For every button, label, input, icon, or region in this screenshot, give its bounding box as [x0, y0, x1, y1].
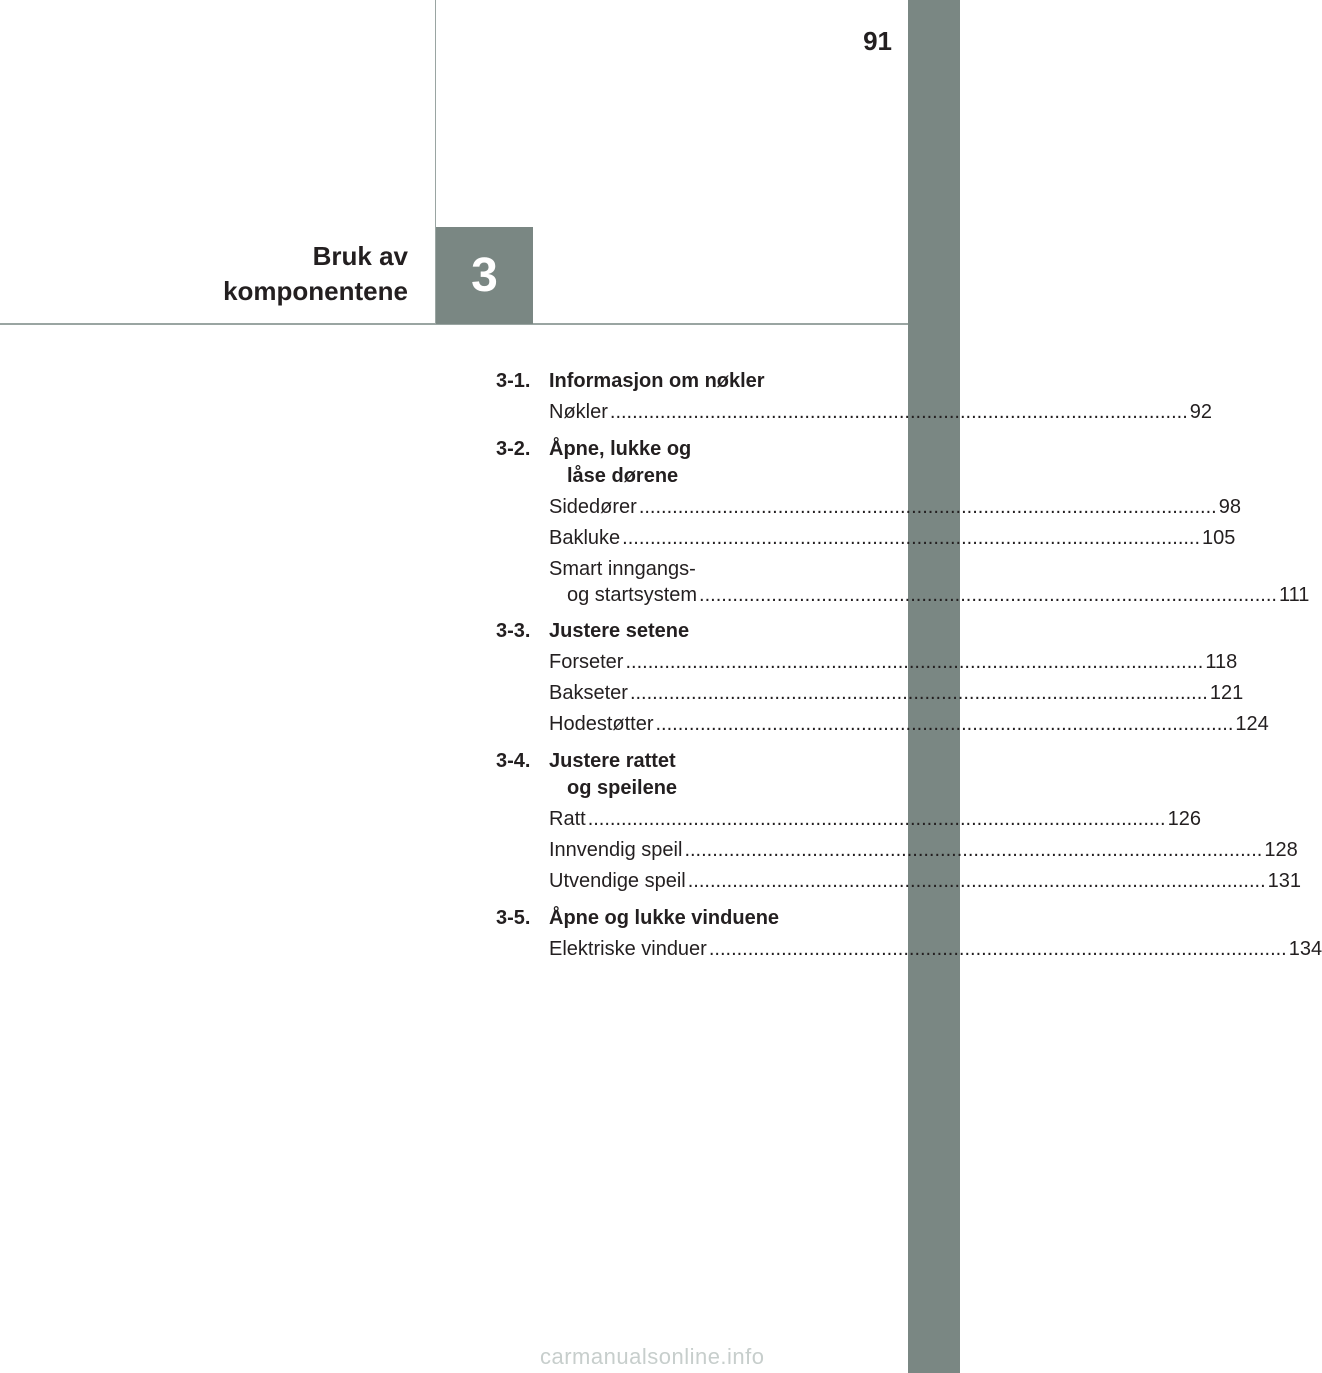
toc-entry[interactable]	[549, 556, 1310, 608]
entry-label: Forseter	[549, 651, 624, 673]
entry-label: Nøkler	[549, 401, 608, 423]
toc-section[interactable]	[496, 618, 846, 645]
toc-entry[interactable]	[549, 525, 1236, 552]
section-number: 3-4.	[496, 750, 531, 772]
entry-label: Bakseter	[549, 682, 628, 704]
dot-leader	[688, 868, 1266, 895]
dot-leader	[622, 525, 1200, 552]
section-title-line2: låse dørene	[567, 465, 679, 487]
dot-leader	[625, 649, 1203, 676]
toc-entry[interactable]	[549, 868, 1302, 895]
entry-label: Utvendige speil	[549, 870, 686, 892]
chapter-title-line1: Bruk av	[312, 241, 408, 271]
entry-page: 111	[1278, 584, 1310, 606]
dot-leader	[588, 806, 1166, 833]
toc-section[interactable]	[496, 368, 846, 395]
dot-leader	[610, 399, 1188, 426]
entry-label: Sidedører	[549, 496, 637, 518]
entry-label: Hodestøtter	[549, 713, 654, 735]
toc-entry[interactable]	[549, 399, 1213, 426]
entry-page: 128	[1264, 839, 1298, 861]
entry-page: 105	[1202, 527, 1236, 549]
toc-entry[interactable]	[549, 936, 1322, 963]
section-title: Åpne og lukke vinduene	[549, 907, 780, 929]
chapter-title-line2: komponentene	[223, 276, 408, 306]
toc-entry[interactable]	[549, 711, 1269, 738]
section-title: Informasjon om nøkler	[549, 370, 765, 392]
entry-label: Elektriske vinduer	[549, 938, 707, 960]
entry-page: 124	[1235, 713, 1269, 735]
entry-page: 126	[1167, 808, 1201, 830]
dot-leader	[630, 680, 1208, 707]
section-number: 3-1.	[496, 370, 531, 392]
entry-page: 118	[1205, 651, 1238, 673]
dot-leader: ........................................................................................................	[699, 584, 1277, 606]
entry-label-line1: Smart inngangs-	[549, 558, 696, 580]
toc-section[interactable]	[496, 748, 846, 802]
chapter-title	[223, 239, 408, 309]
entry-page: 134	[1288, 938, 1322, 960]
toc-entry[interactable]	[549, 494, 1241, 521]
watermark: carmanualsonline.info	[540, 1344, 765, 1369]
toc-entry[interactable]	[549, 649, 1238, 676]
entry-page: 131	[1267, 870, 1302, 892]
dot-leader	[684, 837, 1262, 864]
toc-entry[interactable]	[549, 806, 1201, 833]
toc-section[interactable]	[496, 436, 846, 490]
section-title	[549, 748, 846, 802]
entry-page: 121	[1209, 682, 1244, 704]
section-number: 3-3.	[496, 620, 531, 642]
section-title-line1: Justere rattet	[549, 750, 676, 772]
entry-label: Ratt	[549, 808, 586, 830]
section-number: 3-2.	[496, 438, 531, 460]
section-title	[549, 436, 846, 490]
section-number: 3-5.	[496, 907, 531, 929]
section-title-line1: Åpne, lukke og	[549, 438, 692, 460]
toc-entry[interactable]	[549, 837, 1298, 864]
section-title-line2: og speilene	[567, 777, 678, 799]
table-of-contents	[496, 368, 1322, 963]
entry-page: 92	[1189, 401, 1213, 423]
entry-page: 98	[1218, 496, 1241, 518]
section-title: Justere setene	[549, 620, 690, 642]
dot-leader	[709, 936, 1287, 963]
dot-leader	[639, 494, 1217, 521]
entry-label: Innvendig speil	[549, 839, 683, 861]
entry-label-line2: og startsystem	[567, 584, 698, 606]
dot-leader	[655, 711, 1233, 738]
chapter-number-box: 3	[436, 227, 533, 324]
toc-section[interactable]	[496, 905, 846, 932]
toc-entry[interactable]	[549, 680, 1244, 707]
page-number: 91	[863, 26, 892, 56]
entry-label: Bakluke	[549, 527, 621, 549]
